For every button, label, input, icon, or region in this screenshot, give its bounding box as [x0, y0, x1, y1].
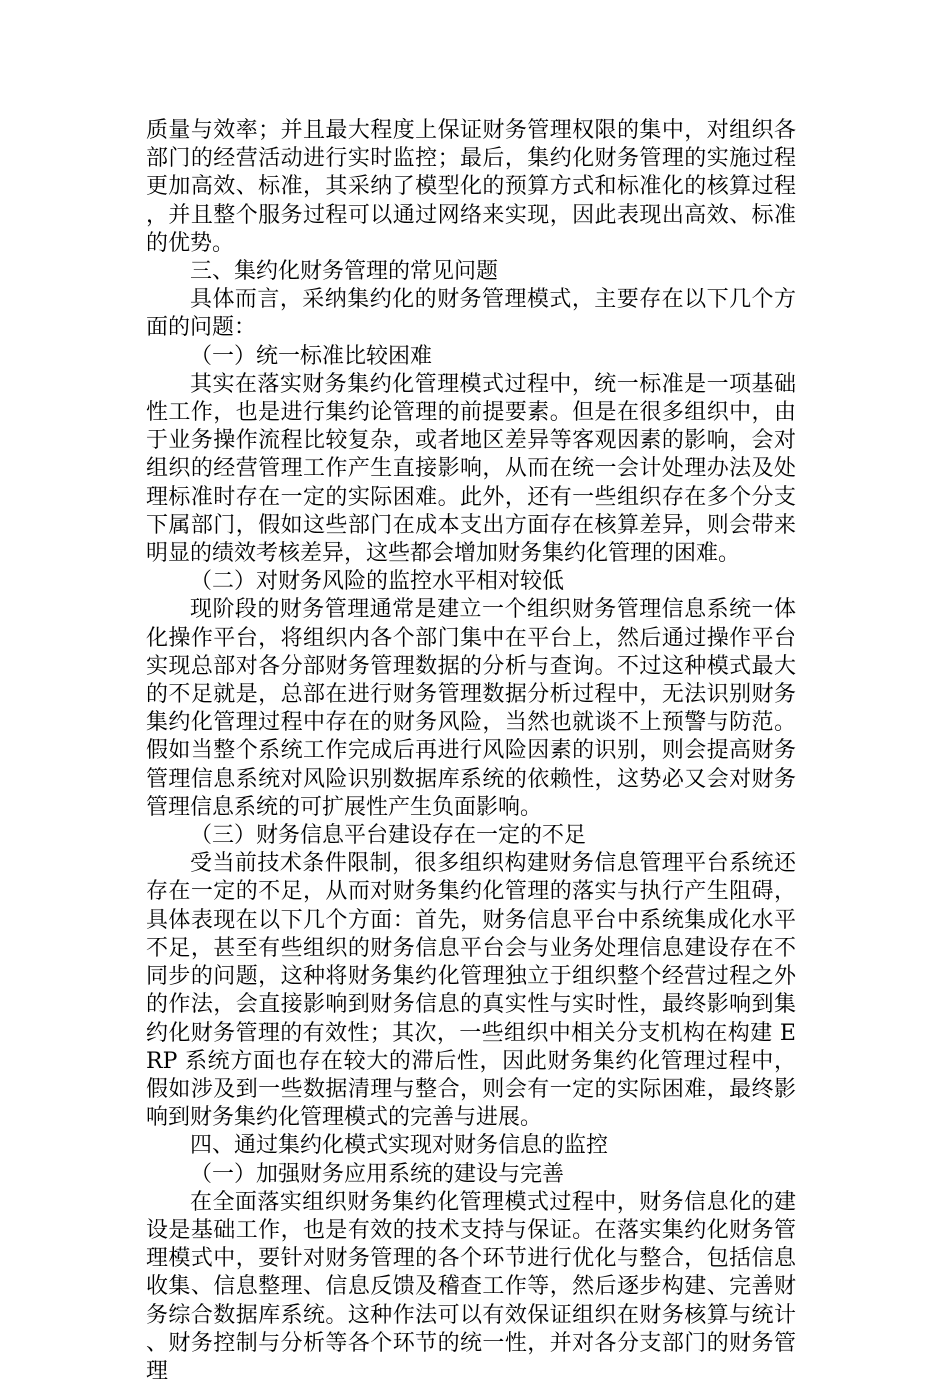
paragraph: 其实在落实财务集约化管理模式过程中，统一标准是一项基础性工作，也是进行集约论管理的前提要素。但是在很多组织中，由于业务操作流程比较复杂，或者地区差异等客观因素的影响，会对组织的经营管理工作产生直接影响，从而在统一会计处理办法及处理标准时存在一定的实际困难。此外，还有一些组织存在多个分支下属部门，假如这些部门在成本支出方面存在核算差异，则会带来明显的绩效考核差异，这些都会增加财务集约化管理的困难。	[146, 371, 796, 567]
subsection-heading-4-1: （一）加强财务应用系统的建设与完善	[190, 1161, 565, 1187]
paragraph: 在全面落实组织财务集约化管理模式过程中，财务信息化的建设是基础工作，也是有效的技术支持与保证。在落实集约化财务管理模式中，要针对财务管理的各个环节进行优化与整合，包括信息收集、信息整理、信息反馈及稽查工作等，然后逐步构建、完善财务综合数据库系统。这种作法可以有效保证组织在财务核算与统计、财务控制与分析等各个环节的统一性，并对各分支部门的财务管理	[146, 1189, 796, 1384]
subsection-heading-3-2: （二）对财务风险的监控水平相对较低	[190, 569, 565, 595]
paragraph-continued: 质量与效率；并且最大程度上保证财务管理权限的集中，对组织各部门的经营活动进行实时监控；最后，集约化财务管理的实施过程更加高效、标准，其采纳了模型化的预算方式和标准化的核算过程，并且整个服务过程可以通过网络来实现，因此表现出高效、标准的优势。	[146, 118, 796, 256]
section-heading-3: 三、集约化财务管理的常见问题	[190, 259, 499, 285]
section-heading-4: 四、通过集约化模式实现对财务信息的监控	[190, 1133, 609, 1159]
paragraph: 具体而言，采纳集约化的财务管理模式，主要存在以下几个方面的问题：	[146, 287, 796, 341]
subsection-heading-3-1: （一）统一标准比较困难	[190, 343, 433, 369]
document-page	[146, 117, 796, 1386]
paragraph: 现阶段的财务管理通常是建立一个组织财务管理信息系统一体化操作平台，将组织内各个部门集中在平台上，然后通过操作平台实现总部对各分部财务管理数据的分析与查询。不过这种模式最大的不足就是，总部在进行财务管理数据分析过程中，无法识别财务集约化管理过程中存在的财务风险，当然也就谈不上预警与防范。假如当整个系统工作完成后再进行风险因素的识别，则会提高财务管理信息系统对风险识别数据库系统的依赖性，这势必又会对财务管理信息系统的可扩展性产生负面影响。	[146, 597, 796, 820]
paragraph: 受当前技术条件限制，很多组织构建财务信息管理平台系统还存在一定的不足，从而对财务集约化管理的落实与执行产生阻碍，具体表现在以下几个方面：首先，财务信息平台中系统集成化水平不足，甚至有些组织的财务信息平台会与业务处理信息建设存在不同步的问题，这种将财务集约化管理独立于组织整个经营过程之外的作法，会直接影响到财务信息的真实性与实时性，最终影响到集约化财务管理的有效性；其次，一些组织中相关分支机构在构建 ERP 系统方面也存在较大的滞后性，因此财务集约化管理过程中，假如涉及到一些数据清理与整合，则会有一定的实际困难，最终影响到财务集约化管理模式的完善与进展。	[146, 851, 796, 1131]
subsection-heading-3-3: （三）财务信息平台建设存在一定的不足	[190, 823, 587, 849]
